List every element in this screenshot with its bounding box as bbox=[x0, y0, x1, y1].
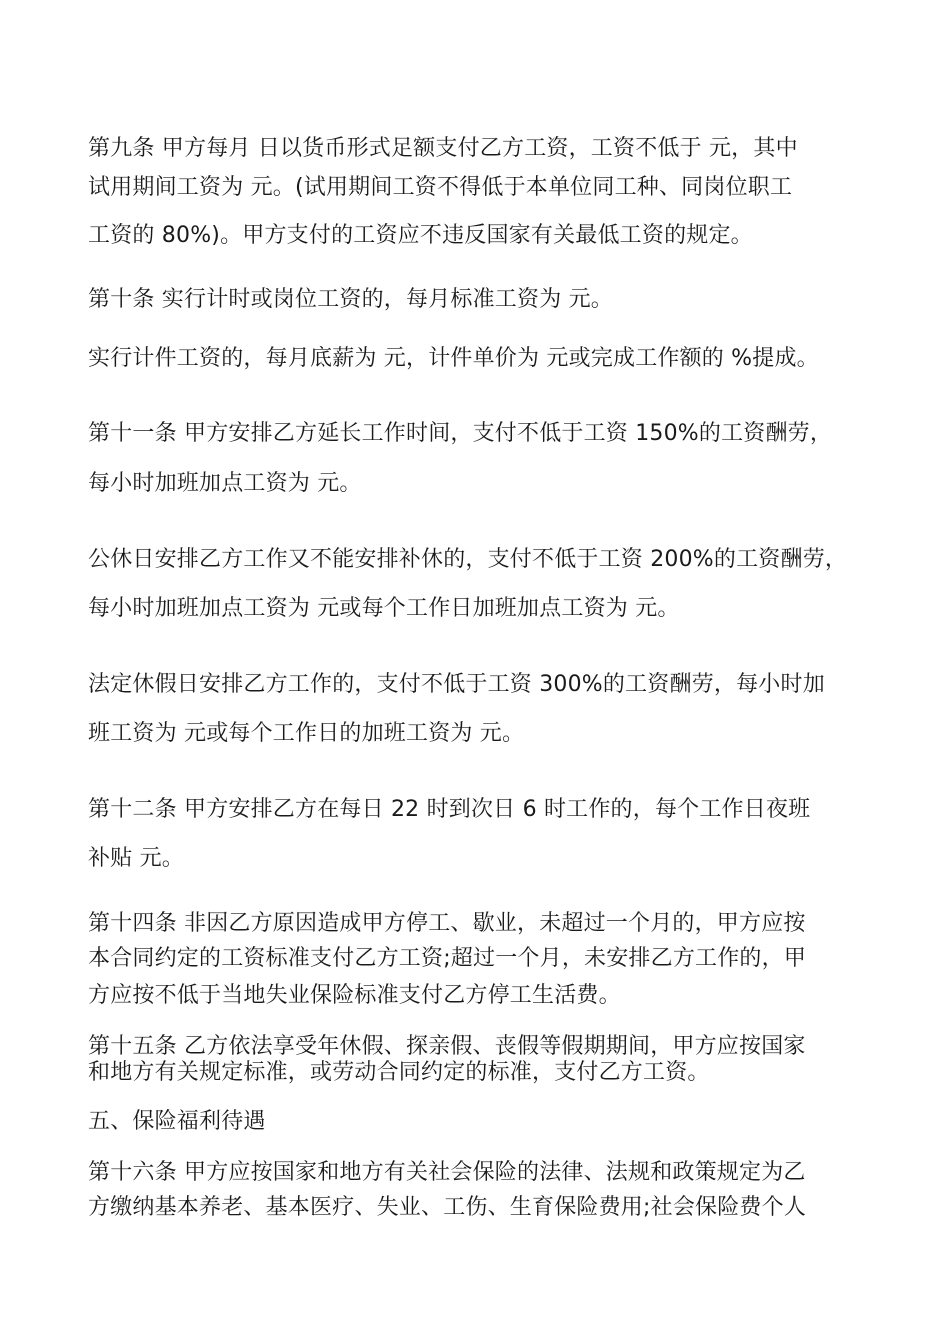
text-line: 和地方有关规定标准，或劳动合同约定的标准，支付乙方工资。 bbox=[88, 1060, 710, 1085]
text-line: 五、保险福利待遇 bbox=[88, 1109, 266, 1134]
text-line: 实行计件工资的，每月底薪为 元，计件单价为 元或完成工作额的 %提成。 bbox=[88, 346, 819, 371]
text-line: 每小时加班加点工资为 元或每个工作日加班加点工资为 元。 bbox=[88, 596, 680, 621]
text-line: 第十六条 甲方应按国家和地方有关社会保险的法律、法规和政策规定为乙 bbox=[88, 1160, 806, 1185]
text-line: 方应按不低于当地失业保险标准支付乙方停工生活费。 bbox=[88, 983, 621, 1008]
text-line: 班工资为 元或每个工作日的加班工资为 元。 bbox=[88, 721, 525, 746]
text-line: 方缴纳基本养老、基本医疗、失业、工伤、生育保险费用;社会保险费个人 bbox=[88, 1195, 807, 1220]
text-line: 工资的 80%)。甲方支付的工资应不违反国家有关最低工资的规定。 bbox=[88, 223, 753, 248]
text-line: 每小时加班加点工资为 元。 bbox=[88, 471, 362, 496]
text-line: 第十一条 甲方安排乙方延长工作时间，支付不低于工资 150%的工资酬劳， bbox=[88, 421, 833, 446]
text-line: 公休日安排乙方工作又不能安排补休的，支付不低于工资 200%的工资酬劳， bbox=[88, 547, 848, 572]
text-line: 法定休假日安排乙方工作的，支付不低于工资 300%的工资酬劳，每小时加 bbox=[88, 672, 825, 697]
text-line: 第九条 甲方每月 日以货币形式足额支付乙方工资，工资不低于 元，其中 bbox=[88, 136, 798, 161]
text-line: 第十二条 甲方安排乙方在每日 22 时到次日 6 时工作的，每个工作日夜班 bbox=[88, 797, 811, 822]
text-line: 第十四条 非因乙方原因造成甲方停工、歇业，未超过一个月的，甲方应按 bbox=[88, 911, 806, 936]
text-line: 第十条 实行计时或岗位工资的，每月标准工资为 元。 bbox=[88, 287, 613, 312]
text-line: 试用期间工资为 元。(试用期间工资不得低于本单位同工种、同岗位职工 bbox=[88, 175, 793, 200]
text-line: 补贴 元。 bbox=[88, 846, 184, 871]
text-line: 第十五条 乙方依法享受年休假、探亲假、丧假等假期期间，甲方应按国家 bbox=[88, 1034, 806, 1059]
text-line: 本合同约定的工资标准支付乙方工资;超过一个月，未安排乙方工作的，甲 bbox=[88, 946, 807, 971]
